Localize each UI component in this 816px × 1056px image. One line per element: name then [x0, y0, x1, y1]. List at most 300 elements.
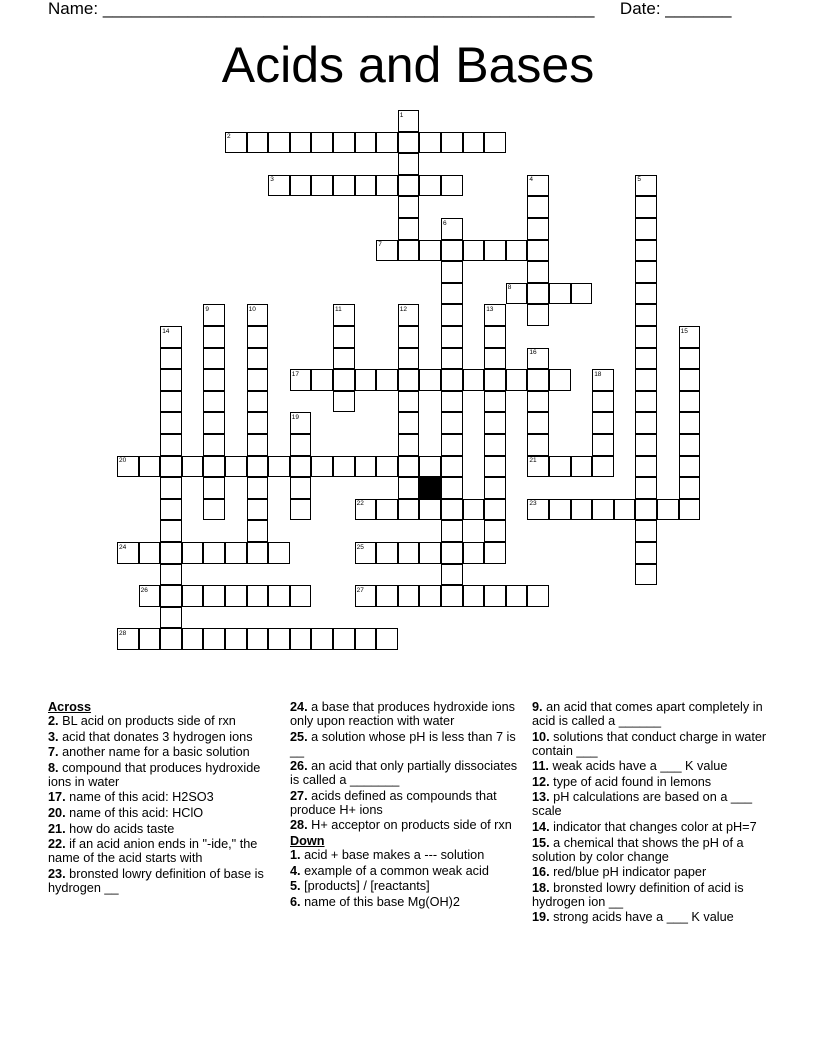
clue-number: 2 — [227, 133, 231, 141]
page-title: Acids and Bases — [221, 37, 595, 93]
crossword-cell[interactable] — [571, 499, 593, 521]
crossword-cell[interactable] — [182, 542, 204, 564]
crossword-cell[interactable] — [527, 412, 549, 434]
clue-number-label: 27. — [290, 788, 308, 803]
crossword-cell[interactable] — [679, 456, 701, 478]
crossword-cell[interactable] — [203, 628, 225, 650]
crossword-cell[interactable] — [441, 520, 463, 542]
crossword-cell[interactable] — [441, 261, 463, 283]
crossword-cell[interactable] — [398, 585, 420, 607]
crossword-cell[interactable] — [311, 456, 333, 478]
crossword-cell[interactable] — [506, 240, 528, 262]
crossword-cell[interactable] — [333, 628, 355, 650]
clue-number: 21 — [529, 457, 537, 465]
clue-number-label: 12. — [532, 774, 550, 789]
crossword-cell[interactable] — [635, 283, 657, 305]
crossword-cell[interactable] — [398, 175, 420, 197]
clue-item — [532, 730, 768, 758]
clue-number: 25 — [356, 543, 364, 551]
clue-text: solutions that conduct charge in water contain ___ — [532, 729, 767, 758]
crossword-cell[interactable] — [290, 585, 312, 607]
crossword-cell[interactable] — [160, 542, 182, 564]
crossword-cell[interactable] — [592, 412, 614, 434]
crossword-cell[interactable] — [355, 456, 377, 478]
crossword-cell[interactable] — [247, 542, 269, 564]
crossword-cell[interactable] — [679, 369, 701, 391]
crossword-cell[interactable] — [398, 434, 420, 456]
crossword-cell[interactable] — [203, 369, 225, 391]
crossword-cell[interactable] — [592, 391, 614, 413]
crossword-cell[interactable] — [398, 542, 420, 564]
crossword-cell[interactable] — [635, 348, 657, 370]
crossword-cell[interactable] — [333, 456, 355, 478]
crossword-cell[interactable] — [247, 434, 269, 456]
crossword-cell[interactable] — [635, 261, 657, 283]
clue-item — [290, 818, 518, 832]
crossword-cell[interactable] — [398, 240, 420, 262]
crossword-cell[interactable] — [635, 477, 657, 499]
crossword-cell[interactable] — [398, 456, 420, 478]
crossword-cell[interactable] — [527, 261, 549, 283]
clue-number: 20 — [119, 457, 127, 465]
crossword-cell[interactable] — [441, 326, 463, 348]
crossword-cell[interactable] — [441, 283, 463, 305]
black-square — [419, 477, 441, 499]
clue-text: BL acid on products side of rxn — [58, 714, 236, 728]
crossword-cell[interactable] — [247, 585, 269, 607]
clue-number-label: 15. — [532, 835, 550, 850]
crossword-cell[interactable] — [333, 132, 355, 154]
crossword-cell[interactable] — [333, 348, 355, 370]
crossword-cell[interactable] — [139, 456, 161, 478]
crossword-cell[interactable] — [484, 412, 506, 434]
crossword-cell[interactable] — [247, 456, 269, 478]
clue-number: 26 — [140, 586, 148, 594]
crossword-cell[interactable] — [376, 628, 398, 650]
crossword-cell[interactable] — [268, 585, 290, 607]
clue-item — [48, 730, 276, 744]
crossword-cell[interactable] — [268, 542, 290, 564]
crossword-cell[interactable] — [635, 499, 657, 521]
crossword-cell[interactable] — [679, 391, 701, 413]
crossword-cell[interactable] — [571, 456, 593, 478]
clue-number-label: 7. — [48, 745, 59, 760]
crossword-cell[interactable] — [527, 585, 549, 607]
clue-text: indicator that changes color at pH=7 — [549, 819, 757, 834]
crossword-cell[interactable] — [635, 196, 657, 218]
crossword-cell[interactable] — [463, 499, 485, 521]
crossword-cell[interactable] — [441, 348, 463, 370]
crossword-cell[interactable] — [182, 628, 204, 650]
crossword-cell[interactable] — [290, 477, 312, 499]
crossword-cell[interactable] — [290, 132, 312, 154]
clue-item — [48, 761, 276, 789]
clue-number-label: 5. — [290, 879, 301, 894]
name-label: Name: — [48, 0, 99, 18]
crossword-cell[interactable] — [160, 412, 182, 434]
crossword-cell[interactable] — [203, 542, 225, 564]
crossword-cell[interactable] — [463, 240, 485, 262]
clue-number: 19 — [291, 413, 300, 421]
clue-item — [532, 759, 768, 773]
crossword-cell[interactable] — [441, 585, 463, 607]
crossword-cell[interactable] — [333, 175, 355, 197]
crossword-cell[interactable] — [398, 132, 420, 154]
crossword-cell[interactable] — [441, 564, 463, 586]
crossword-cell[interactable] — [398, 218, 420, 240]
crossword-cell[interactable] — [333, 391, 355, 413]
clue-section-title: Down — [290, 833, 325, 848]
clue-text: H+ acceptor on products side of rxn — [307, 818, 512, 833]
clue-text: an acid that only partially dissociates is called a _______ — [290, 759, 518, 788]
crossword-cell[interactable] — [484, 132, 506, 154]
crossword-cell[interactable] — [376, 542, 398, 564]
crossword-cell[interactable] — [635, 218, 657, 240]
crossword-cell[interactable] — [290, 628, 312, 650]
clue-text: an acid that comes apart completely in acid is called a ______ — [532, 700, 763, 728]
crossword-cell[interactable] — [160, 369, 182, 391]
crossword-cell[interactable] — [398, 412, 420, 434]
crossword-cell[interactable] — [247, 391, 269, 413]
crossword-cell[interactable] — [160, 607, 182, 629]
crossword-cell[interactable] — [463, 542, 485, 564]
crossword-cell[interactable] — [679, 434, 701, 456]
crossword-cell[interactable] — [398, 196, 420, 218]
clue-number-label: 11. — [532, 759, 549, 774]
clue-text: bronsted lowry definition of acid is hydrogen ion __ — [532, 880, 744, 909]
crossword-cell[interactable] — [484, 348, 506, 370]
crossword-cell[interactable] — [376, 499, 398, 521]
clue-item — [532, 790, 768, 818]
crossword-cell[interactable] — [441, 412, 463, 434]
crossword-cell[interactable] — [203, 499, 225, 521]
clue-text: name of this acid: H2SO3 — [65, 790, 214, 805]
crossword-cell[interactable] — [484, 542, 506, 564]
crossword-cell[interactable] — [398, 326, 420, 348]
clue-number: 6 — [443, 219, 447, 227]
crossword-cell[interactable] — [679, 499, 701, 521]
clue-number-label: 22. — [48, 837, 66, 852]
clue-number-label: 16. — [532, 865, 550, 880]
clue-number: 10 — [248, 305, 256, 313]
clue-number: 8 — [507, 284, 512, 292]
clue-item — [290, 789, 518, 817]
clue-item — [48, 714, 276, 728]
crossword-cell[interactable] — [160, 456, 182, 478]
crossword-cell[interactable] — [290, 456, 312, 478]
crossword-cell[interactable] — [592, 456, 614, 478]
crossword-cell[interactable] — [419, 175, 441, 197]
crossword-cell[interactable] — [311, 369, 333, 391]
clue-item — [290, 759, 518, 787]
clue-number-label: 21. — [48, 821, 66, 836]
clue-item — [290, 895, 518, 909]
crossword-cell[interactable] — [441, 499, 463, 521]
crossword-cell[interactable] — [290, 175, 312, 197]
crossword-cell[interactable] — [398, 369, 420, 391]
crossword-cell[interactable] — [527, 196, 549, 218]
clue-number: 15 — [680, 327, 688, 335]
crossword-cell[interactable] — [376, 175, 398, 197]
clue-number-label: 1. — [290, 847, 301, 862]
crossword-cell[interactable] — [635, 326, 657, 348]
crossword-cell[interactable] — [182, 456, 204, 478]
crossword-cell[interactable] — [160, 585, 182, 607]
crossword-cell[interactable] — [679, 477, 701, 499]
crossword-cell[interactable] — [160, 564, 182, 586]
crossword-cell[interactable] — [441, 240, 463, 262]
clue-item — [532, 881, 768, 909]
crossword-cell[interactable] — [527, 283, 549, 305]
crossword-cell[interactable] — [635, 412, 657, 434]
crossword-cell[interactable] — [441, 369, 463, 391]
crossword-cell[interactable] — [592, 434, 614, 456]
crossword-cell[interactable] — [635, 391, 657, 413]
crossword-cell[interactable] — [441, 304, 463, 326]
clue-number: 1 — [399, 111, 404, 119]
crossword-cell[interactable] — [398, 153, 420, 175]
clue-number: 9 — [205, 305, 210, 313]
clue-item — [48, 745, 276, 759]
crossword-cell[interactable] — [247, 412, 269, 434]
crossword-cell[interactable] — [419, 585, 441, 607]
crossword-cell[interactable] — [268, 132, 290, 154]
crossword-cell[interactable] — [549, 456, 571, 478]
crossword-cell[interactable] — [441, 542, 463, 564]
crossword-cell[interactable] — [441, 175, 463, 197]
crossword-cell[interactable] — [679, 412, 701, 434]
crossword-cell[interactable] — [203, 348, 225, 370]
crossword-cell[interactable] — [484, 369, 506, 391]
crossword-cell[interactable] — [635, 434, 657, 456]
clue-number-label: 14. — [532, 819, 550, 834]
clue-number: 12 — [399, 305, 408, 313]
crossword-cell[interactable] — [527, 304, 549, 326]
clue-item — [48, 822, 276, 836]
crossword-cell[interactable] — [484, 456, 506, 478]
crossword-cell[interactable] — [311, 628, 333, 650]
clue-text: acid + base makes a --- solution — [300, 847, 485, 862]
crossword-cell[interactable] — [225, 542, 247, 564]
crossword-cell[interactable] — [441, 456, 463, 478]
clue-item — [532, 910, 768, 924]
name-blank[interactable]: ____________________________________________________ — [102, 0, 595, 18]
crossword-cell[interactable] — [355, 132, 377, 154]
crossword-cell[interactable] — [419, 369, 441, 391]
crossword-cell[interactable] — [549, 499, 571, 521]
crossword-cell[interactable] — [549, 283, 571, 305]
crossword-cell[interactable] — [290, 499, 312, 521]
crossword-cell[interactable] — [203, 391, 225, 413]
crossword-cell[interactable] — [679, 348, 701, 370]
crossword-cell[interactable] — [247, 477, 269, 499]
crossword-cell[interactable] — [160, 348, 182, 370]
clue-number-label: 24. — [290, 700, 308, 714]
crossword-cell[interactable] — [376, 456, 398, 478]
clue-text: example of a common weak acid — [300, 863, 489, 878]
crossword-cell[interactable] — [527, 391, 549, 413]
clue-number-label: 23. — [48, 866, 66, 881]
clue-number-label: 9. — [532, 700, 543, 714]
crossword-cell[interactable] — [225, 628, 247, 650]
crossword-cell[interactable] — [160, 434, 182, 456]
crossword-cell[interactable] — [506, 585, 528, 607]
crossword-cell[interactable] — [657, 499, 679, 521]
crossword-cell[interactable] — [527, 369, 549, 391]
crossword-cell[interactable] — [225, 585, 247, 607]
crossword-cell[interactable] — [484, 326, 506, 348]
crossword-cell[interactable] — [419, 240, 441, 262]
clue-text: how do acids taste — [65, 821, 175, 836]
clue-column-1 — [48, 700, 276, 896]
clue-number: 5 — [637, 176, 642, 184]
clue-text: bronsted lowry definition of base is hydrogen __ — [48, 866, 264, 895]
crossword-cell[interactable] — [355, 175, 377, 197]
clue-number-label: 3. — [48, 729, 59, 744]
crossword-cell[interactable] — [635, 456, 657, 478]
crossword-cell[interactable] — [160, 520, 182, 542]
clue-item — [532, 775, 768, 789]
crossword-cell[interactable] — [635, 240, 657, 262]
crossword-cell[interactable] — [247, 132, 269, 154]
clue-item — [290, 700, 518, 728]
crossword-cell[interactable] — [441, 391, 463, 413]
crossword-cell[interactable] — [441, 434, 463, 456]
crossword-cell[interactable] — [203, 434, 225, 456]
crossword-cell[interactable] — [484, 585, 506, 607]
crossword-cell[interactable] — [203, 585, 225, 607]
crossword-cell[interactable] — [225, 456, 247, 478]
crossword-cell[interactable] — [268, 628, 290, 650]
clue-item — [290, 879, 518, 893]
clue-column-3 — [532, 700, 768, 926]
crossword-cell[interactable] — [506, 369, 528, 391]
crossword-cell[interactable] — [419, 132, 441, 154]
crossword-cell[interactable] — [441, 132, 463, 154]
crossword-cell[interactable] — [484, 477, 506, 499]
clue-number: 17 — [291, 370, 300, 378]
clue-text: a chemical that shows the pH of a solution by color change — [532, 835, 744, 864]
clue-number: 13 — [486, 305, 494, 313]
crossword-cell[interactable] — [419, 542, 441, 564]
crossword-cell[interactable] — [355, 369, 377, 391]
crossword-cell[interactable] — [635, 564, 657, 586]
crossword-cell[interactable] — [203, 412, 225, 434]
clue-column-2 — [290, 700, 518, 910]
crossword-cell[interactable] — [182, 585, 204, 607]
crossword-cell[interactable] — [160, 477, 182, 499]
clue-text: if an acid anion ends in "-ide," the name of the acid starts with — [48, 837, 258, 866]
crossword-cell[interactable] — [311, 175, 333, 197]
clue-item — [532, 865, 768, 879]
clue-text: a solution whose pH is less than 7 is __ — [290, 729, 516, 758]
crossword-cell[interactable] — [635, 304, 657, 326]
crossword-cell[interactable] — [333, 326, 355, 348]
clue-number: 16 — [529, 349, 537, 357]
crossword-cell[interactable] — [549, 369, 571, 391]
crossword-cell[interactable] — [527, 434, 549, 456]
crossword-cell[interactable] — [484, 520, 506, 542]
crossword-cell[interactable] — [311, 132, 333, 154]
clue-item — [48, 837, 276, 865]
crossword-cell[interactable] — [160, 628, 182, 650]
crossword-cell[interactable] — [484, 240, 506, 262]
crossword-cell[interactable] — [203, 326, 225, 348]
crossword-cell[interactable] — [398, 499, 420, 521]
crossword-cell[interactable] — [376, 585, 398, 607]
crossword-cell[interactable] — [247, 348, 269, 370]
crossword-cell[interactable] — [333, 369, 355, 391]
clue-text: pH calculations are based on a ___ scale — [532, 790, 753, 819]
crossword-cell[interactable] — [463, 369, 485, 391]
crossword-cell[interactable] — [139, 628, 161, 650]
crossword-cell[interactable] — [527, 240, 549, 262]
crossword-cell[interactable] — [290, 434, 312, 456]
crossword-cell[interactable] — [484, 391, 506, 413]
crossword-cell[interactable] — [247, 520, 269, 542]
crossword-cell[interactable] — [635, 520, 657, 542]
crossword-cell[interactable] — [398, 348, 420, 370]
clue-number-label: 26. — [290, 759, 308, 774]
crossword-cell[interactable] — [398, 477, 420, 499]
crossword-cell[interactable] — [614, 499, 636, 521]
clue-item — [532, 836, 768, 864]
clue-number-label: 10. — [532, 729, 550, 744]
crossword-cell[interactable] — [203, 477, 225, 499]
crossword-cell[interactable] — [376, 132, 398, 154]
crossword-cell[interactable] — [139, 542, 161, 564]
clue-text: another name for a basic solution — [58, 745, 250, 760]
clue-number-label: 6. — [290, 894, 301, 909]
crossword-cell[interactable] — [571, 283, 593, 305]
date-label: Date: — [619, 0, 661, 18]
crossword-cell[interactable] — [635, 369, 657, 391]
crossword-cell[interactable] — [247, 628, 269, 650]
crossword-cell[interactable] — [419, 456, 441, 478]
crossword-cell[interactable] — [419, 499, 441, 521]
clue-number-label: 18. — [532, 880, 550, 895]
clue-text: name of this acid: HClO — [65, 805, 204, 820]
crossword-cell[interactable] — [247, 369, 269, 391]
crossword-cell[interactable] — [635, 542, 657, 564]
clue-number: 11 — [335, 305, 342, 313]
crossword-cell[interactable] — [268, 456, 290, 478]
clue-text: a base that produces hydroxide ions only upon reaction with water — [290, 700, 516, 728]
crossword-cell[interactable] — [484, 434, 506, 456]
crossword-cell[interactable] — [463, 132, 485, 154]
clue-text: [products] / [reactants] — [300, 879, 430, 894]
crossword-cell[interactable] — [247, 326, 269, 348]
crossword-cell[interactable] — [463, 585, 485, 607]
crossword-cell[interactable] — [160, 499, 182, 521]
crossword-cell[interactable] — [398, 391, 420, 413]
clue-number-label: 8. — [48, 760, 59, 775]
crossword-cell[interactable] — [592, 499, 614, 521]
crossword-cell[interactable] — [441, 477, 463, 499]
crossword-cell[interactable] — [484, 499, 506, 521]
clue-item — [532, 700, 768, 728]
crossword-cell[interactable] — [355, 628, 377, 650]
clue-number-label: 25. — [290, 729, 308, 744]
crossword-cell[interactable] — [376, 369, 398, 391]
crossword-cell[interactable] — [203, 456, 225, 478]
crossword-cell[interactable] — [247, 499, 269, 521]
clue-number-label: 19. — [532, 910, 550, 925]
crossword-cell[interactable] — [160, 391, 182, 413]
clue-text: type of acid found in lemons — [549, 774, 712, 789]
crossword-cell[interactable] — [527, 218, 549, 240]
date-blank[interactable]: _______ — [665, 0, 732, 18]
